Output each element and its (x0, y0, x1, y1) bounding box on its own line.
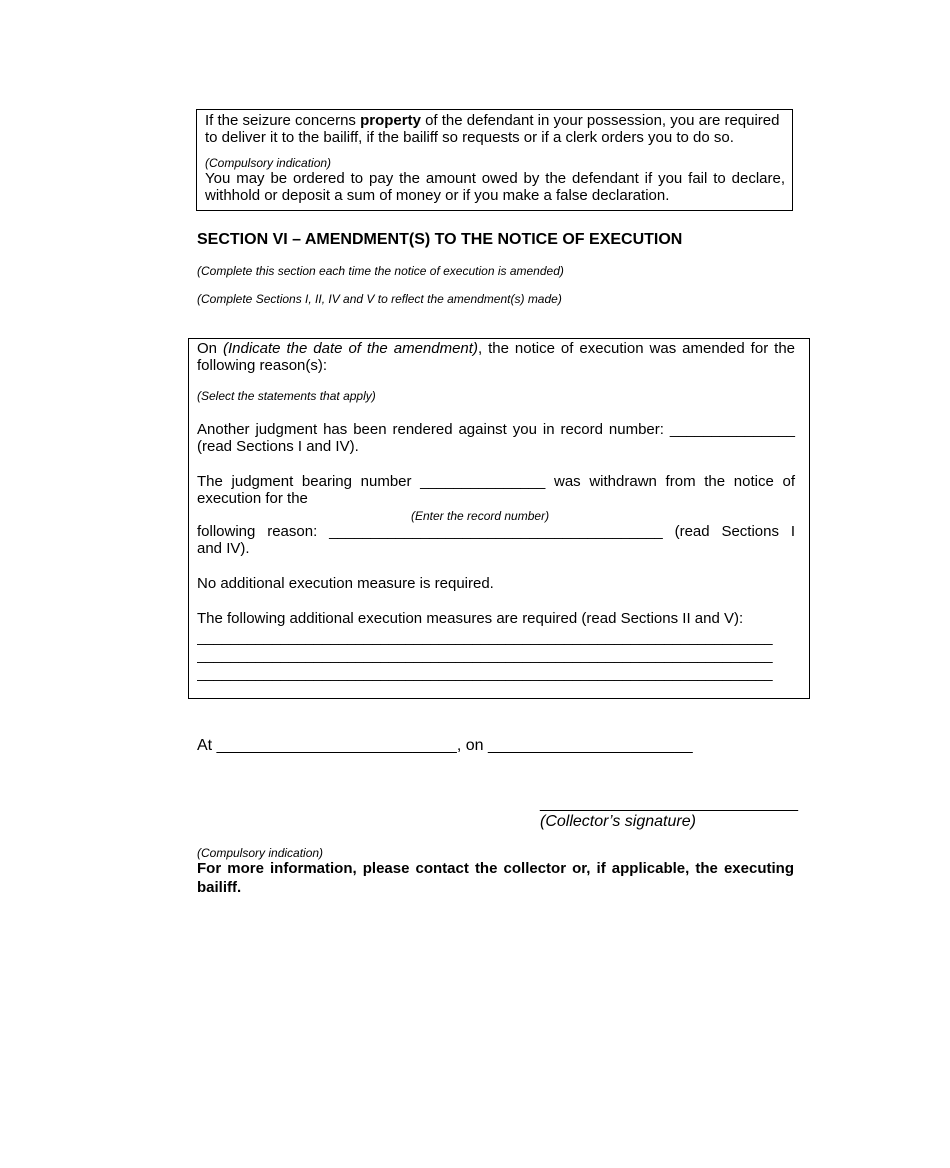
select-note: (Select the statements that apply) (197, 389, 376, 403)
no-additional-measure: No additional execution measure is required. (197, 575, 494, 592)
compulsory-note-bottom: (Compulsory indication) (197, 846, 324, 860)
record-number-note: (Enter the record number) (411, 509, 550, 523)
measure-blank-line-1: _____________________________________________________________________ (197, 629, 773, 646)
signature-label: (Collector’s signature) (540, 813, 696, 830)
section-title: SECTION VI – AMENDMENT(S) TO THE NOTICE OF EXECUTION (197, 231, 683, 248)
section-note-2: (Complete Sections I, II, IV and V to reflect the amendment(s) made) (197, 292, 562, 306)
place-date-line: At ___________________________, on _______________________ (197, 737, 693, 754)
seizure-notice-box (196, 109, 793, 211)
seizure-line-4: withhold or deposit a sum of money or if you make a false declaration. (205, 187, 670, 204)
property-bold: property (360, 112, 421, 129)
judgment-withdrawn-line-1: The judgment bearing number _______________ was withdrawn from the notice of (197, 473, 795, 490)
info-line-2: bailiff. (197, 879, 242, 896)
seizure-line-2: to deliver it to the bailiff, if the bailiff so requests or if a clerk orders you to do so. (205, 129, 734, 146)
another-judgment-line-2: (read Sections I and IV). (197, 438, 359, 455)
measure-blank-line-2: _____________________________________________________________________ (197, 647, 773, 664)
seizure-line-1-pre: If the seizure concerns (205, 112, 361, 129)
section-note-1: (Complete this section each time the notice of execution is amended) (197, 264, 564, 278)
measure-blank-line-3: _____________________________________________________________________ (197, 665, 773, 682)
on-post: , the notice of execution was amended for the (477, 340, 795, 357)
info-line-1: For more information, please contact the collector or, if applicable, the executing (197, 860, 794, 877)
reason-line-1: following reason: ________________________________________ (read Sections I (197, 523, 795, 540)
judgment-withdrawn-line-2: execution for the (197, 490, 308, 507)
on-pre: On (197, 340, 223, 357)
another-judgment-line-1: Another judgment has been rendered against you in record number: _______________ (197, 421, 795, 438)
date-instruction: (Indicate the date of the amendment) (222, 340, 478, 357)
amendment-box (188, 338, 810, 699)
reason-line-2: and IV). (197, 540, 250, 557)
seizure-line-3: You may be ordered to pay the amount owed by the defendant if you fail to declare, (205, 170, 785, 187)
signature-line: _____________________________ (540, 795, 799, 812)
seizure-line-1-post: of the defendant in your possession, you are required (420, 112, 780, 129)
seizure-line-1 (205, 112, 785, 129)
compulsory-note-top: (Compulsory indication) (205, 156, 332, 170)
amendment-date-line (197, 340, 795, 357)
following-measures-line: The following additional execution measures are required (read Sections II and V): (197, 610, 744, 627)
reasons-line: following reason(s): (197, 357, 328, 374)
